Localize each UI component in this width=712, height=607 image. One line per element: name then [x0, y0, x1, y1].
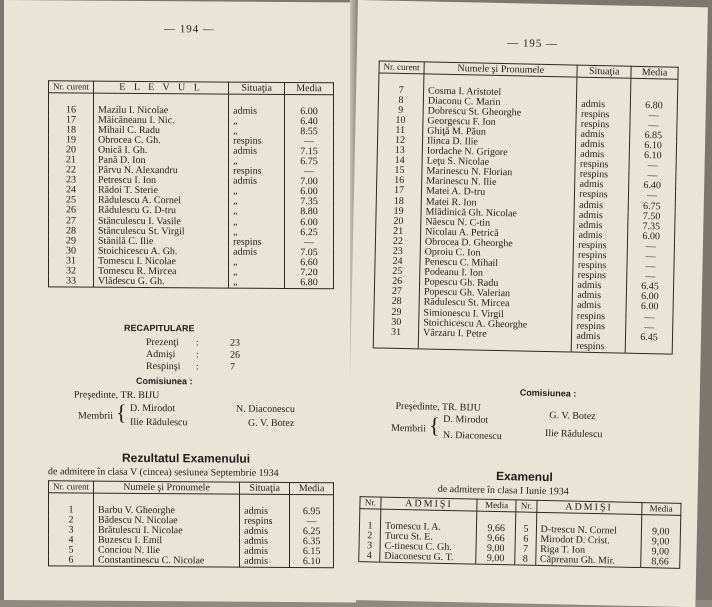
table-cell: 2 [359, 531, 380, 542]
table-cell: admis [574, 230, 628, 241]
table-cell: respins [229, 167, 285, 177]
table-cell: admis [573, 281, 627, 292]
table-cell: Conciou N. Ilie [94, 545, 240, 556]
table-cell: respins [572, 321, 626, 332]
table-cell: 6.75 [628, 201, 675, 212]
table-cell: 32 [49, 266, 94, 276]
right-page [345, 0, 707, 607]
table-cell: 20 [376, 216, 421, 227]
table-row [49, 555, 334, 568]
table-cell: admis [576, 129, 630, 140]
table-cell: Iordache N. Grigore [422, 146, 576, 159]
table-cell: Stănilă C. Ilie [94, 236, 229, 247]
table-cell: admis [577, 99, 631, 110]
table-cell: 9,00 [476, 543, 516, 554]
table-cell: respins [240, 516, 290, 526]
table-cell: C-tinescu C. Gh. [380, 541, 476, 553]
table-cell: admis [229, 177, 285, 187]
member: G. V. Botez [549, 410, 596, 423]
table-cell: 6.10 [629, 151, 676, 162]
table-cell: Stănculescu I. Vasile [94, 216, 229, 227]
table-cell: Matei R. Ion [421, 197, 575, 210]
table-cell: 2 [49, 515, 94, 525]
table-cell: respins [576, 119, 630, 130]
table-cell: 31 [373, 327, 418, 338]
col-header-admisi: ADMIŞI [536, 500, 641, 514]
table-cell: Oproiu C. Ion [420, 247, 574, 260]
table-cell: respins [572, 311, 626, 322]
table-cell: „ [229, 116, 285, 126]
table-cell: Buzescu I. Emil [94, 535, 240, 546]
table-cell: admis [576, 140, 630, 151]
member: N. Diaconescu [236, 403, 295, 416]
table-cell: 22 [375, 236, 420, 247]
table-cell: Pană D. Ion [94, 156, 229, 167]
table-cell: Popescu Gh. Radu [419, 278, 573, 291]
table-body [49, 493, 334, 568]
table-cell: — [285, 137, 334, 147]
table-cell: D-trescu N. Cornel [536, 524, 641, 536]
table-cell: — [285, 238, 334, 248]
table-cell: Căpreanu Gh. Mir. [535, 555, 640, 568]
table-cell: 18 [49, 125, 94, 135]
member: D. Mirodot [443, 413, 489, 426]
table-cell: admis [574, 220, 628, 231]
table-cell: 7.50 [628, 211, 675, 222]
table-cell: Mazilu I. Nicolae [94, 105, 229, 116]
table-cell: 9,00 [476, 553, 516, 564]
table-cell: — [627, 252, 674, 263]
table-cell: admis [572, 331, 626, 342]
table-cell: 21 [376, 226, 421, 237]
table-cell: 9,66 [476, 533, 516, 544]
col-header-nr: Nr. [360, 497, 381, 509]
table-cell: 23 [375, 246, 420, 257]
table-cell: admis [229, 247, 285, 257]
table-cell: 28 [374, 297, 419, 308]
table-cell: Onică I. Gh. [94, 145, 229, 156]
table-cell: 9,00 [641, 537, 681, 548]
table-cell [373, 337, 418, 349]
member: Ilie Rădulescu [544, 428, 603, 441]
table-cell: 7.20 [285, 268, 334, 278]
table-cell: 29 [374, 307, 419, 318]
table-cell: Brătulescu I. Nicolae [94, 525, 240, 536]
table-cell: 18 [376, 196, 421, 207]
table-cell: 8 [378, 95, 423, 106]
table-cell: 6.15 [290, 547, 334, 557]
table-cell: 3 [359, 541, 380, 552]
table-cell [625, 343, 672, 355]
table-cell: 5 [49, 545, 94, 555]
col-header-name: Numele şi Pronumele [424, 62, 578, 77]
table-cell: — [629, 161, 676, 172]
table-cell: Pârvu N. Alexandru [94, 166, 229, 177]
table-cell: Petrescu I. Ion [94, 176, 229, 187]
table-cell: admis [240, 526, 290, 536]
table-cell: Diaconescu G. T. [380, 551, 476, 564]
table-cell: 6.45 [625, 332, 672, 343]
col-header-situatia: Situaţia [577, 65, 631, 78]
table-cell: Stoichicescu A. Gheorghe [419, 318, 573, 331]
table-cell: Rădulescu St. Mircea [419, 298, 573, 311]
membrii-label: Membrii [390, 422, 427, 435]
col-header-situatia: Situaţia [229, 82, 285, 94]
table-cell: — [626, 322, 673, 333]
table-cell: Turcu St. E. [380, 531, 476, 543]
table-cell: Leţu S. Nicolae [422, 157, 576, 170]
table-cell: admis [575, 200, 629, 211]
table-cell: 30 [374, 317, 419, 328]
comision-title: Comisiunea : [136, 375, 193, 387]
table-body [49, 93, 334, 289]
table-cell: 9,00 [641, 527, 681, 538]
table-cell: 16 [49, 105, 94, 115]
table-cell: 7.35 [628, 221, 675, 232]
table-cell: Tomescu I. Nicolae [94, 257, 229, 268]
table-cell: admis [229, 146, 285, 156]
recap-row: Prezenţi : 23 [146, 336, 240, 349]
table-cell: Rădulescu A. Cornel [94, 196, 229, 207]
table-cell: Penescu C. Mihail [420, 257, 574, 270]
table-cell: 7.00 [285, 177, 334, 187]
col-header-nr: Nr. [516, 500, 536, 512]
col-header-media: Media [641, 503, 681, 516]
table-body [373, 73, 678, 354]
table-cell: 6.00 [285, 187, 334, 197]
table-cell: admis [572, 301, 626, 312]
table-cell: Georgescu F. Ion [423, 116, 577, 129]
membrii-label: Membrii [78, 410, 113, 422]
table-cell: 6.25 [290, 527, 334, 537]
table-cell: 6.00 [626, 292, 673, 303]
table-cell: admis [240, 536, 290, 546]
table-cell: 6.45 [627, 282, 674, 293]
table-cell: 1 [359, 521, 380, 532]
table-cell: „ [229, 207, 285, 217]
table-cell: 6.40 [285, 117, 334, 127]
table-cell: Obrocea C. Gh. [94, 135, 229, 146]
table-cell: 6.00 [285, 217, 334, 227]
col-header-admisi: ADMIŞI [381, 497, 477, 511]
table-cell: 9 [378, 105, 423, 116]
table-body [359, 509, 681, 569]
table-cell: 25 [49, 196, 94, 206]
table-cell: — [285, 167, 334, 177]
table-cell: 13 [377, 146, 422, 157]
table-cell [418, 338, 572, 352]
col-header-name: Numele şi Pronumele [94, 481, 240, 494]
table-cell: Mlădinică Gh. Nicolae [421, 207, 575, 220]
table-cell: Ghiţă M. Păun [423, 126, 577, 139]
member: G. V. Botez [248, 417, 295, 430]
table-cell: Mihail C. Radu [94, 125, 229, 136]
table-cell: Măicăneanu I. Nic. [94, 115, 229, 126]
table-cell: 6.75 [285, 157, 334, 167]
table-cell: Simionescu I. Virgil [419, 308, 573, 321]
table-cell: Vârzaru I. Petre [418, 328, 572, 341]
table-cell: 6.00 [626, 302, 673, 313]
table-cell: 7.05 [285, 248, 334, 258]
col-header-nr: Nr. curent [49, 481, 94, 493]
brace: { [428, 412, 440, 438]
table-cell: „ [229, 227, 285, 237]
table-cell: Matei A. D-tru [421, 187, 575, 200]
table-cell: 7 [515, 544, 535, 555]
table-cell: respins [575, 170, 629, 181]
table-cell: Obrocea D. Gheorghe [420, 237, 574, 250]
table-cell: Cosma I. Aristotel [424, 86, 578, 99]
table-cell: 31 [49, 256, 94, 266]
table-cell: 27 [49, 216, 94, 226]
col-header-media: Media [290, 482, 334, 494]
table-cell: 8 [515, 554, 535, 565]
table-cell: 29 [49, 236, 94, 246]
table-cell: „ [229, 278, 285, 289]
col-header-situatia: Situaţia [240, 482, 290, 494]
exam-subtitle: de admitere în clasa V (cincea) sesiunea Septembrie 1934 [48, 466, 279, 479]
table-cell: Rădulescu G. D-tru [94, 206, 229, 217]
table-cell: 16 [377, 176, 422, 187]
table-cell: 6.00 [285, 106, 334, 116]
table-row [49, 276, 334, 289]
table-cell: — [626, 312, 673, 323]
table-cell: Diaconu C. Marin [423, 96, 577, 109]
member: D. Mirodot [130, 402, 175, 415]
table-cell: Nicolau A. Petrică [421, 227, 575, 240]
table-cell: 26 [49, 206, 94, 216]
table-cell: respins [576, 109, 630, 120]
table-cell: 6.95 [290, 506, 334, 516]
table-cell: Stoichicescu A. Gh. [94, 246, 229, 257]
table-cell: 17 [376, 186, 421, 197]
table-cell: „ [229, 197, 285, 207]
exam-title: Rezultatul Examenului [122, 450, 251, 466]
table-cell: 5 [516, 524, 536, 535]
table-cell: 6.10 [629, 141, 676, 152]
table-cell: Barbu V. Gheorghe [94, 505, 240, 516]
table-cell: Ilinca D. Ilie [422, 136, 576, 149]
table-cell: 6 [516, 534, 536, 545]
table-cell: 27 [374, 287, 419, 298]
table-cell: 8,66 [640, 557, 680, 568]
table-cell: Riga T. Ion [536, 545, 641, 557]
table-cell: admis [573, 291, 627, 302]
table-cell: 9,00 [641, 547, 681, 558]
col-header-media: Media [631, 66, 678, 79]
table-cell: 6.25 [285, 228, 334, 238]
table-cell: 7.35 [285, 197, 334, 207]
table-cell: 20 [49, 145, 94, 155]
table-cell: Constantinescu C. Nicolae [94, 556, 240, 568]
table-cell: 14 [377, 156, 422, 167]
table-cell: 19 [49, 135, 94, 145]
member: N. Diaconescu [442, 429, 502, 443]
table-cell: admis [240, 506, 290, 516]
col-header-media: Media [285, 82, 334, 94]
table-cell: Popescu Gh. Valerian [419, 288, 573, 301]
table-cell: Marinescu N. Florian [422, 167, 576, 180]
col-header-elevul: E L E V U L [94, 81, 229, 94]
comision-title: Comisiunea : [519, 387, 577, 399]
table-cell: Rădoi T. Sterie [94, 186, 229, 197]
table-cell: 28 [49, 226, 94, 236]
table-cell: admis [229, 106, 285, 116]
table-cell: — [627, 242, 674, 253]
table-cell: 24 [49, 186, 94, 196]
admitted-table [358, 496, 681, 569]
table-cell: Vlădescu G. Gh. [94, 277, 229, 289]
table-cell: admis [574, 210, 628, 221]
table-cell: admis [240, 557, 290, 568]
table-cell: — [290, 517, 334, 527]
page-number: — 195 — [507, 37, 559, 51]
table-cell: — [627, 272, 674, 283]
brace: { [116, 399, 127, 425]
table-cell: „ [229, 257, 285, 267]
results-table [373, 60, 679, 354]
table-cell: respins [575, 190, 629, 201]
table-cell: respins [572, 341, 626, 353]
table-cell: 4 [359, 551, 380, 562]
table-cell: 7 [379, 85, 424, 96]
table-cell: 6.80 [285, 278, 334, 289]
table-cell: respins [573, 271, 627, 282]
table-cell: 6.35 [290, 537, 334, 547]
table-cell: 30 [49, 246, 94, 256]
table-cell: — [630, 121, 677, 132]
table-cell: 4 [49, 535, 94, 545]
col-header-media: Media [477, 499, 517, 512]
table-cell: 3 [49, 525, 94, 535]
table-cell: — [628, 191, 675, 202]
presedinte: Preşedinte, TR. BIJU [74, 389, 160, 402]
recap-row: Admişi : 26 [146, 348, 240, 361]
table-cell: — [629, 171, 676, 182]
table-cell: 6.85 [630, 131, 677, 142]
recap-list [146, 337, 240, 374]
table-cell: respins [575, 160, 629, 171]
table-cell: 12 [377, 135, 422, 146]
table-cell: 6.10 [290, 557, 334, 568]
table-cell: admis [576, 150, 630, 161]
table-cell: „ [229, 157, 285, 167]
table-cell: 21 [49, 155, 94, 165]
table-cell: 33 [49, 276, 94, 287]
table-cell: respins [574, 240, 628, 251]
table-cell: 6.60 [285, 258, 334, 268]
recap-title: RECAPITULARE [124, 322, 195, 334]
table-cell: Bădescu N. Nicolae [94, 515, 240, 526]
table-cell: 1 [49, 505, 94, 515]
table-cell: Tomescu I. A. [380, 521, 476, 533]
table-cell: 6.80 [630, 100, 677, 111]
table-cell: admis [240, 547, 290, 557]
recap-row: Respinşi : 7 [146, 360, 235, 373]
member: Ilie Rădulescu [130, 416, 188, 429]
table-cell: 10 [378, 115, 423, 126]
table-cell: Mirodot D. Crist. [536, 534, 641, 546]
table-cell: 8.55 [285, 127, 334, 137]
table-cell: „ [229, 268, 285, 278]
table-cell: 6 [49, 555, 94, 566]
presedinte: Preşedinte, TR. BIJU [395, 400, 481, 414]
table-cell: Dobrescu St. Gheorghe [423, 106, 577, 119]
col-header-nr: Nr. curent [49, 81, 94, 93]
table-cell: 25 [375, 267, 420, 278]
page-number: — 194 — [164, 23, 215, 36]
table-cell: Marinescu N. Ilie [422, 177, 576, 190]
table-cell: „ [229, 217, 285, 227]
exam-subtitle: de admitere în clasa I Iunie 1934 [437, 483, 569, 498]
table-cell: 6.40 [629, 181, 676, 192]
table-cell: Podeanu I. Ion [420, 268, 574, 281]
table-cell: respins [573, 251, 627, 262]
table-cell: 22 [49, 165, 94, 175]
table-cell: — [627, 262, 674, 273]
table-cell: 6.00 [628, 232, 675, 243]
table-cell: respins [229, 237, 285, 247]
table-cell: Tomescu R. Mircea [94, 267, 229, 278]
table-cell: respins [573, 261, 627, 272]
table-cell: — [630, 110, 677, 121]
table-cell: 17 [49, 115, 94, 125]
table-cell: „ [229, 187, 285, 197]
table-cell: 8.80 [285, 207, 334, 217]
table-cell: 26 [374, 277, 419, 288]
table-cell: 9,66 [476, 523, 516, 534]
exam-table [48, 480, 334, 568]
table-cell: 19 [376, 206, 421, 217]
table-cell: 24 [375, 257, 420, 268]
table-cell: admis [575, 180, 629, 191]
exam-title: Examenul [495, 468, 553, 485]
table-cell: „ [229, 126, 285, 136]
table-cell: respins [229, 136, 285, 146]
table-cell: 15 [377, 166, 422, 177]
table-cell: Năescu N. C-tin [421, 217, 575, 230]
results-table [48, 80, 334, 289]
table-cell: 7.15 [285, 147, 334, 157]
left-page [4, 0, 356, 602]
table-cell: Stănculescu St. Virgil [94, 226, 229, 237]
table-cell: 23 [49, 175, 94, 185]
col-header-nr: Nr. curent [379, 61, 424, 74]
table-cell: 11 [378, 125, 423, 136]
